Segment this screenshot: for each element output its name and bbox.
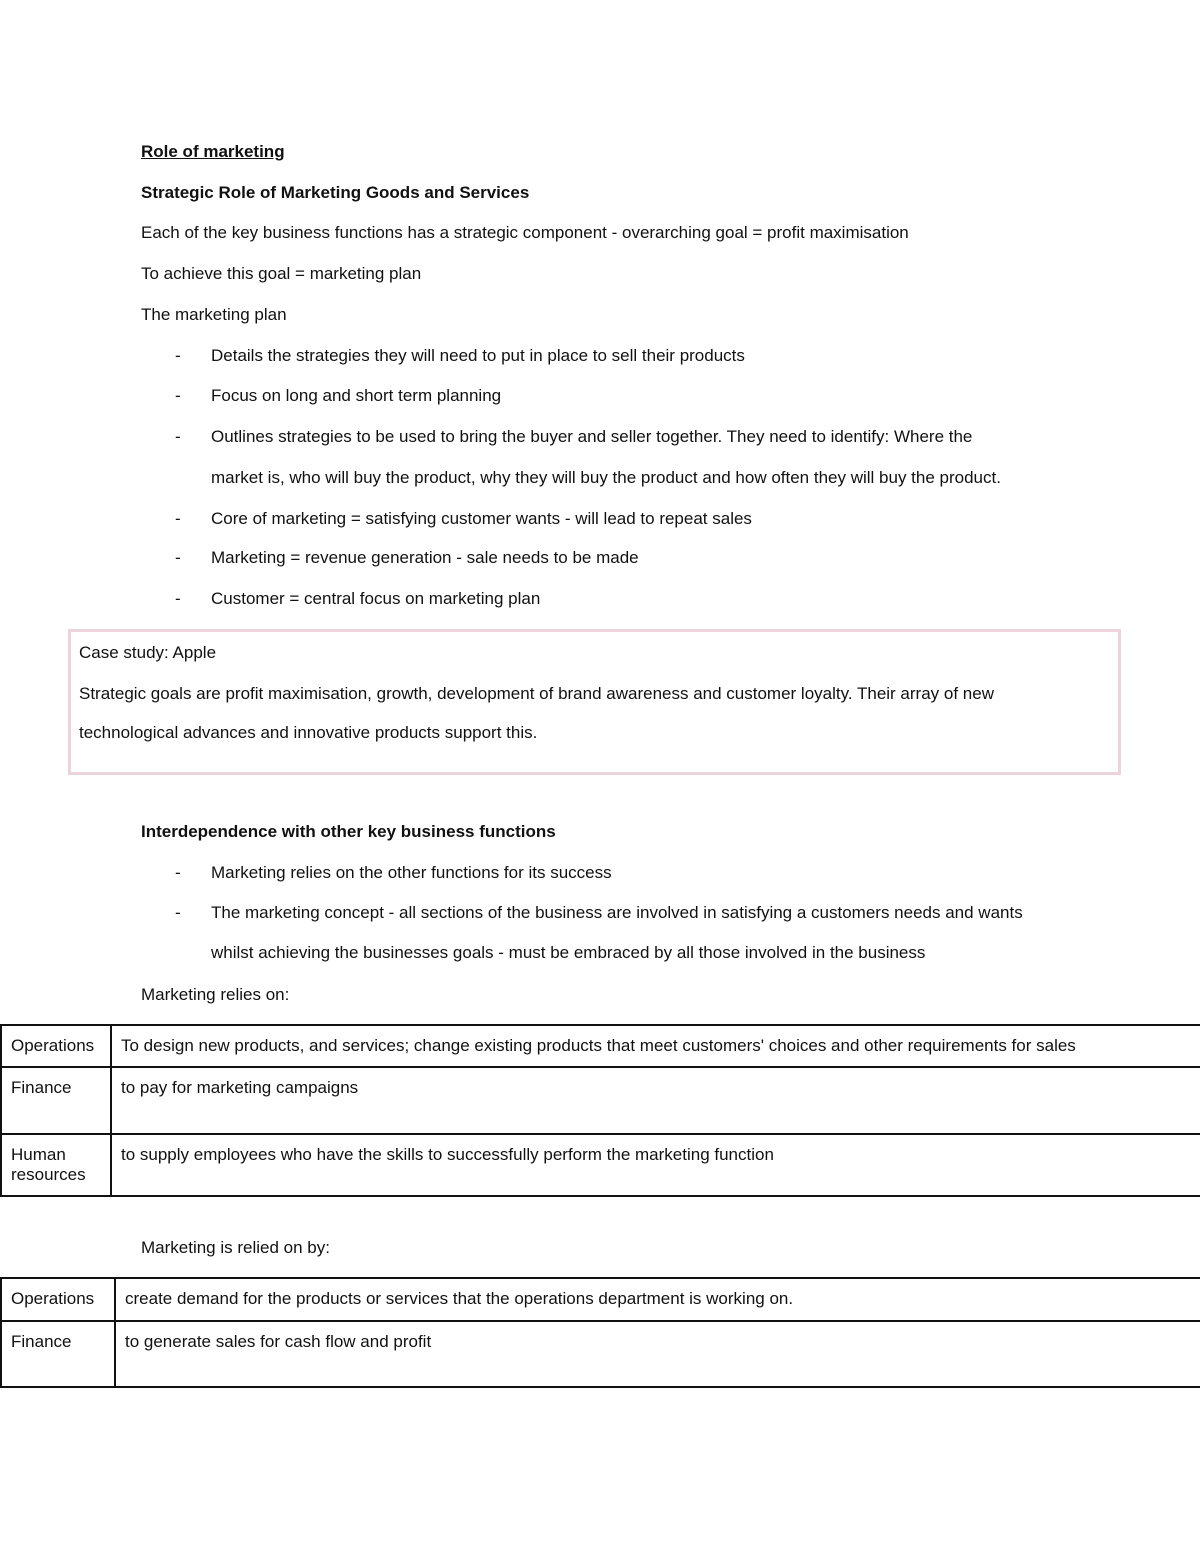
list-item: Marketing relies on the other functions for its success <box>211 863 612 882</box>
paragraph-achieve-goal: To achieve this goal = marketing plan <box>141 264 422 283</box>
page-title: Role of marketing <box>141 142 285 161</box>
relied-on-by-table <box>0 1277 1200 1388</box>
case-study-text-line: technological advances and innovative products support this. <box>79 723 538 742</box>
bullet-dash: - <box>175 509 181 528</box>
section-heading-strategic-role: Strategic Role of Marketing Goods and Services <box>141 183 530 202</box>
relied-on-by-label: Marketing is relied on by: <box>141 1238 330 1257</box>
list-item-continuation: whilst achieving the businesses goals - must be embraced by all those involved in the business <box>211 943 926 962</box>
role-cell: to generate sales for cash flow and profit <box>115 1321 1200 1387</box>
function-cell: Human resources <box>1 1134 111 1196</box>
section-heading-interdependence: Interdependence with other key business functions <box>141 822 556 841</box>
bullet-dash: - <box>175 427 181 446</box>
function-cell: Finance <box>1 1321 115 1387</box>
bullet-dash: - <box>175 863 181 882</box>
list-item: Focus on long and short term planning <box>211 386 502 405</box>
function-cell: Operations <box>1 1278 115 1321</box>
table-row <box>1 1134 1200 1196</box>
bullet-dash: - <box>175 903 181 922</box>
table-row <box>1 1067 1200 1134</box>
bullet-dash: - <box>175 548 181 567</box>
list-item: Core of marketing = satisfying customer wants - will lead to repeat sales <box>211 509 752 528</box>
function-cell: Operations <box>1 1025 111 1067</box>
case-study-text-line: Strategic goals are profit maximisation, growth, development of brand awareness and customer loyalty. Their array of new <box>79 684 994 703</box>
list-item: Marketing = revenue generation - sale needs to be made <box>211 548 639 567</box>
bullet-dash: - <box>175 386 181 405</box>
relies-on-label: Marketing relies on: <box>141 985 290 1004</box>
list-item: Outlines strategies to be used to bring the buyer and seller together. They need to identify: Where the <box>211 427 973 446</box>
case-study-title: Case study: Apple <box>79 643 217 662</box>
role-cell: to pay for marketing campaigns <box>111 1067 1200 1134</box>
list-item: Customer = central focus on marketing plan <box>211 589 541 608</box>
table-row <box>1 1278 1200 1321</box>
list-item: The marketing concept - all sections of the business are involved in satisfying a customers needs and wants <box>211 903 1023 922</box>
bullet-dash: - <box>175 346 181 365</box>
table-row <box>1 1025 1200 1067</box>
role-cell: To design new products, and services; change existing products that meet customers' choices and other requirements for sales <box>111 1025 1200 1067</box>
paragraph-key-functions: Each of the key business functions has a strategic component - overarching goal = profit maximisation <box>141 223 909 242</box>
relies-on-table <box>0 1024 1200 1197</box>
role-cell: create demand for the products or services that the operations department is working on. <box>115 1278 1200 1321</box>
role-cell: to supply employees who have the skills to successfully perform the marketing function <box>111 1134 1200 1196</box>
table-row <box>1 1321 1200 1387</box>
function-cell: Finance <box>1 1067 111 1134</box>
list-item: Details the strategies they will need to put in place to sell their products <box>211 346 745 365</box>
paragraph-marketing-plan: The marketing plan <box>141 305 287 324</box>
list-item-continuation: market is, who will buy the product, why they will buy the product and how often they will buy the product. <box>211 468 1001 487</box>
bullet-dash: - <box>175 589 181 608</box>
